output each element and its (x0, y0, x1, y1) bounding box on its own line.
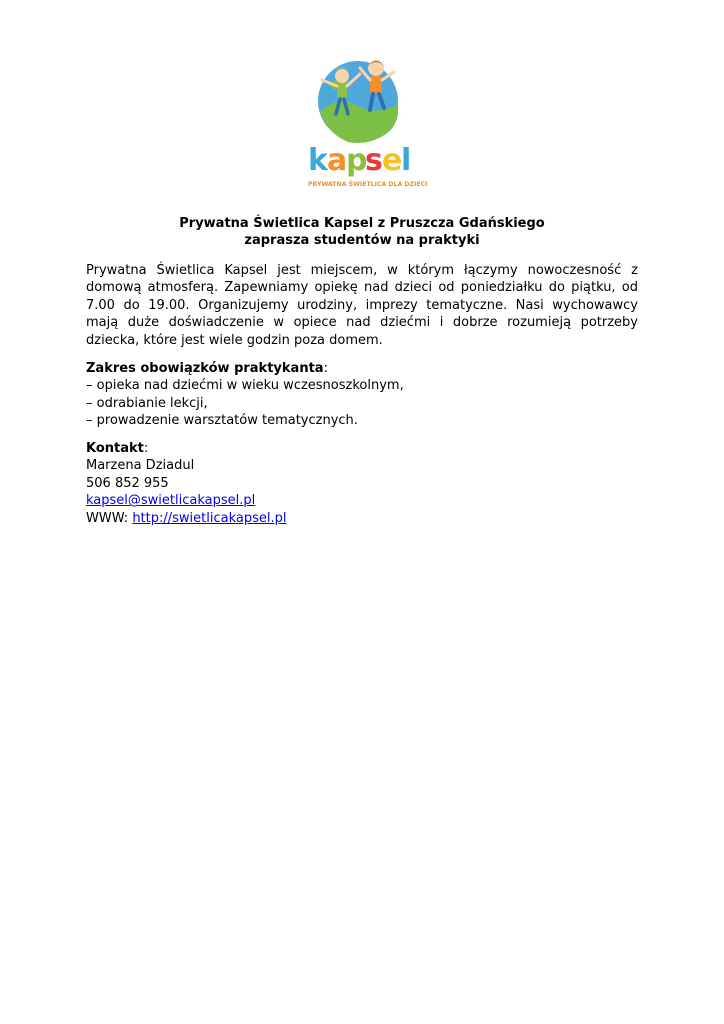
title-line-2: zaprasza studentów na praktyki (244, 233, 480, 248)
logo-letter-a: a (327, 143, 348, 178)
duty-item: – odrabianie lekcji, (86, 395, 208, 411)
duties-heading-line (86, 360, 638, 377)
intro-paragraph: Prywatna Świetlica Kapsel jest miejscem, w którym łączymy nowoczesność z domową atmosferą. Zapewniamy opiekę nad dzieci od poniedziałku do piątku, od 7.00 do 19.00. Organizujemy urodziny, imprezy tematyczne. Nasi wychowawcy mają duże doświadczenie w opiece nad dziećmi i dobrze rozumieją potrzeby dziecka, które jest wiele godzin poza domem. (86, 263, 638, 348)
contact-www-label: WWW: (86, 510, 133, 526)
logo-letter-p: p (346, 143, 368, 178)
contact-www-link[interactable]: http://swietlicakapsel.pl (132, 510, 287, 526)
duties-heading: Zakres obowiązków praktykanta (86, 361, 324, 376)
kapsel-logo (308, 54, 432, 194)
duty-item: – prowadzenie warsztatów tematycznych. (86, 413, 358, 429)
contact-section (86, 440, 638, 527)
contact-phone: 506 852 955 (86, 475, 169, 491)
logo-letter-k: k (308, 143, 328, 178)
duties-heading-colon: : (323, 361, 328, 376)
logo-tagline: PRYWATNA ŚWIETLICA DLA DZIECI (308, 181, 428, 188)
duties-section (86, 360, 638, 430)
duty-item: – opieka nad dziećmi w wieku wczesnoszkolnym, (86, 378, 404, 394)
contact-heading-colon: : (143, 441, 149, 456)
logo-girl-body (337, 83, 347, 99)
contact-email-line (86, 492, 638, 509)
contact-heading: Kontakt (86, 441, 144, 456)
contact-www-line (86, 510, 638, 527)
logo-boy-body (370, 76, 382, 94)
logo-letter-s: s (365, 143, 383, 178)
contact-email-link[interactable]: kapsel@swietlicakapsel.pl (86, 493, 256, 509)
contact-heading-line (86, 440, 638, 457)
contact-name: Marzena Dziadul (86, 458, 195, 474)
document-title (86, 215, 638, 249)
logo-letter-e: e (382, 143, 403, 178)
logo-letter-l: l (401, 143, 412, 178)
logo-boy-head (368, 60, 384, 76)
logo-girl-head (335, 69, 349, 83)
title-line-1: Prywatna Świetlica Kapsel z Pruszcza Gdańskiego (179, 216, 545, 231)
